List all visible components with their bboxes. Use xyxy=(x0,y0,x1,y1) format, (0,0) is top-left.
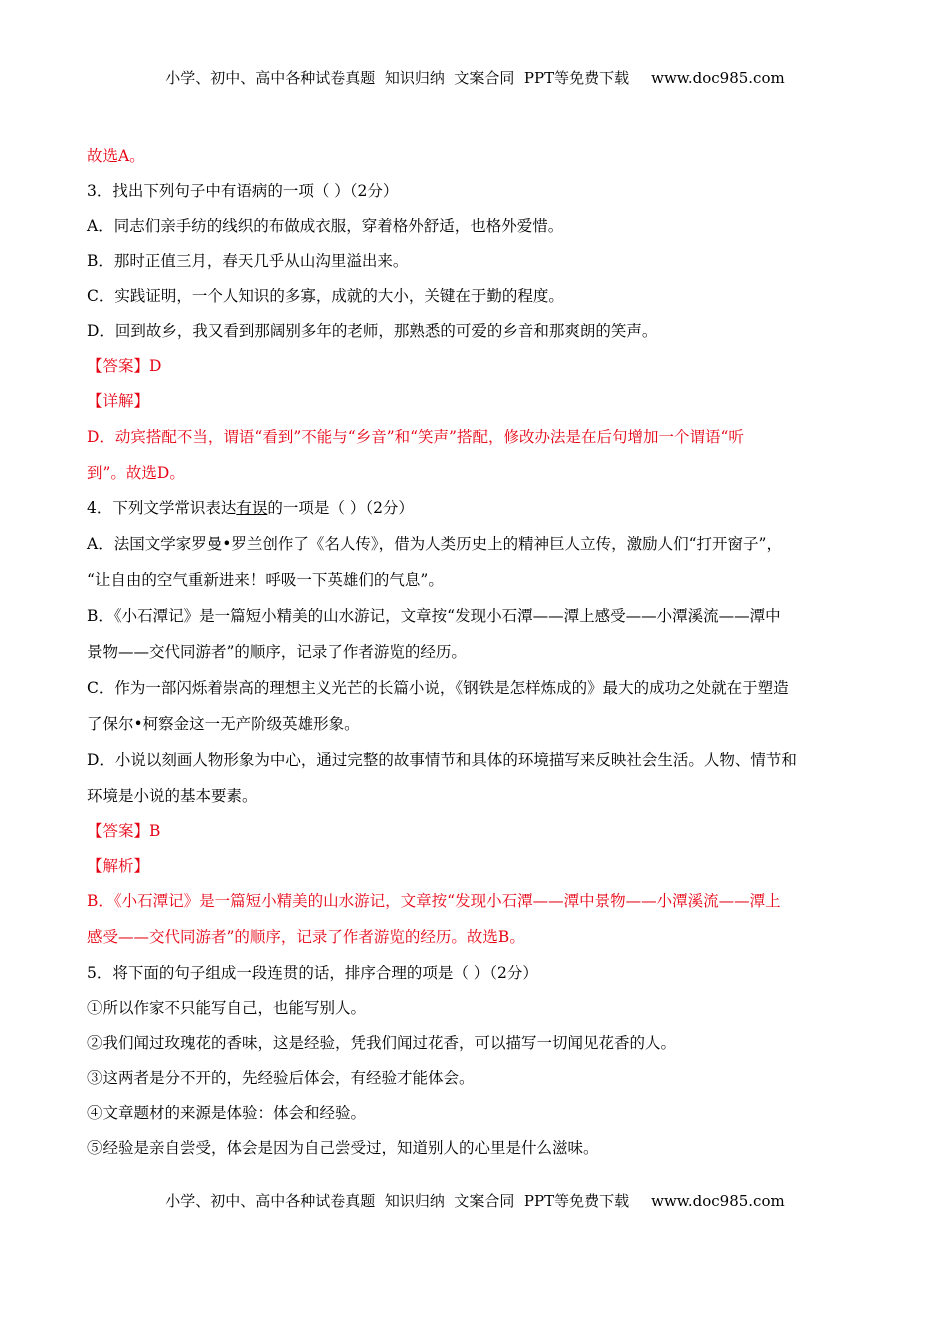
q4-option-c-line-1: C．作为一部闪烁着崇高的理想主义光芒的长篇小说，《钢铁是怎样炼成的》最大的成功之处就在于塑造 xyxy=(87,679,789,697)
q5-sentence-2: ②我们闻过玫瑰花的香味，这是经验，凭我们闻过花香，可以描写一切闻见花香的人。 xyxy=(87,1034,677,1052)
q5-stem: 5．将下面的句子组成一段连贯的话，排序合理的项是（ ）（2分） xyxy=(87,964,538,982)
q4-stem-pre: 4．下列文学常识表达 xyxy=(87,499,237,517)
q4-option-d-line-1: D．小说以刻画人物形象为中心，通过完整的故事情节和具体的环境描写来反映社会生活。人物、情节和 xyxy=(87,751,797,769)
q3-option-d: D．回到故乡，我又看到那阔别多年的老师，那熟悉的可爱的乡音和那爽朗的笑声。 xyxy=(87,322,658,340)
footer-site-link[interactable]: www.doc985.com xyxy=(651,1192,785,1210)
footer-text: 小学、初中、高中各种试卷真题 知识归纳 文案合同 PPT等免费下载 xyxy=(165,1192,630,1210)
q3-answer-value: D xyxy=(149,357,162,375)
q3-option-a: A．同志们亲手纺的线织的布做成衣服，穿着格外舒适，也格外爱惜。 xyxy=(87,217,564,235)
q3-answer xyxy=(87,355,161,377)
q3-option-c: C．实践证明，一个人知识的多寡，成就的大小，关键在于勤的程度。 xyxy=(87,287,564,305)
q4-option-a-line-1: A．法国文学家罗曼•罗兰创作了《名人传》，借为人类历史上的精神巨人立传，激励人们“打开窗子”， xyxy=(87,535,782,553)
page-header xyxy=(0,68,950,88)
q3-answer-tag: 【答案】 xyxy=(87,357,150,375)
q5-sentence-3: ③这两者是分不开的，先经验后体会，有经验才能体会。 xyxy=(87,1069,475,1087)
q3-stem: 3．找出下列句子中有语病的一项（ ）（2分） xyxy=(87,182,399,200)
q4-option-b-line-1: B．《小石潭记》是一篇短小精美的山水游记，文章按“发现小石潭——潭上感受——小潭溪流——潭中 xyxy=(87,607,781,625)
q3-detail-line-1: D．动宾搭配不当，谓语“看到”不能与“乡音”和“笑声”搭配，修改办法是在后句增加一个谓语“听 xyxy=(87,428,744,446)
q4-option-a-line-2: “让自由的空气重新进来！呼吸一下英雄们的气息”。 xyxy=(87,571,444,589)
header-text: 小学、初中、高中各种试卷真题 知识归纳 文案合同 PPT等免费下载 xyxy=(165,69,630,87)
q4-answer-tag: 【答案】 xyxy=(87,822,150,840)
q3-option-b: B．那时正值三月，春天几乎从山沟里溢出来。 xyxy=(87,252,409,270)
header-site-link[interactable]: www.doc985.com xyxy=(651,69,785,87)
page-footer xyxy=(0,1191,950,1211)
q4-stem-post: 的一项是（ ）（2分） xyxy=(267,499,414,517)
q5-sentence-5: ⑤经验是亲自尝受，体会是因为自己尝受过，知道别人的心里是什么滋味。 xyxy=(87,1139,599,1157)
q4-stem xyxy=(87,497,414,519)
previous-answer-conclusion: 故选A。 xyxy=(87,147,145,165)
q4-stem-underlined: 有误 xyxy=(236,499,268,517)
q4-answer xyxy=(87,820,160,842)
q3-detail-line-2: 到”。故选D。 xyxy=(87,464,185,482)
q4-analysis-tag: 【解析】 xyxy=(87,857,150,875)
q3-detail-tag: 【详解】 xyxy=(87,392,150,410)
q4-option-d-line-2: 环境是小说的基本要素。 xyxy=(87,787,258,805)
q4-analysis-line-2: 感受——交代同游者”的顺序，记录了作者游览的经历。故选B。 xyxy=(87,928,525,946)
q4-answer-value: B xyxy=(149,822,161,840)
q4-option-c-line-2: 了保尔•柯察金这一无产阶级英雄形象。 xyxy=(87,715,360,733)
q4-option-b-line-2: 景物——交代同游者”的顺序，记录了作者游览的经历。 xyxy=(87,643,467,661)
q5-sentence-4: ④文章题材的来源是体验：体会和经验。 xyxy=(87,1104,367,1122)
q5-sentence-1: ①所以作家不只能写自己，也能写别人。 xyxy=(87,999,367,1017)
q4-analysis-line-1: B．《小石潭记》是一篇短小精美的山水游记，文章按“发现小石潭——潭中景物——小潭溪流——潭上 xyxy=(87,892,781,910)
